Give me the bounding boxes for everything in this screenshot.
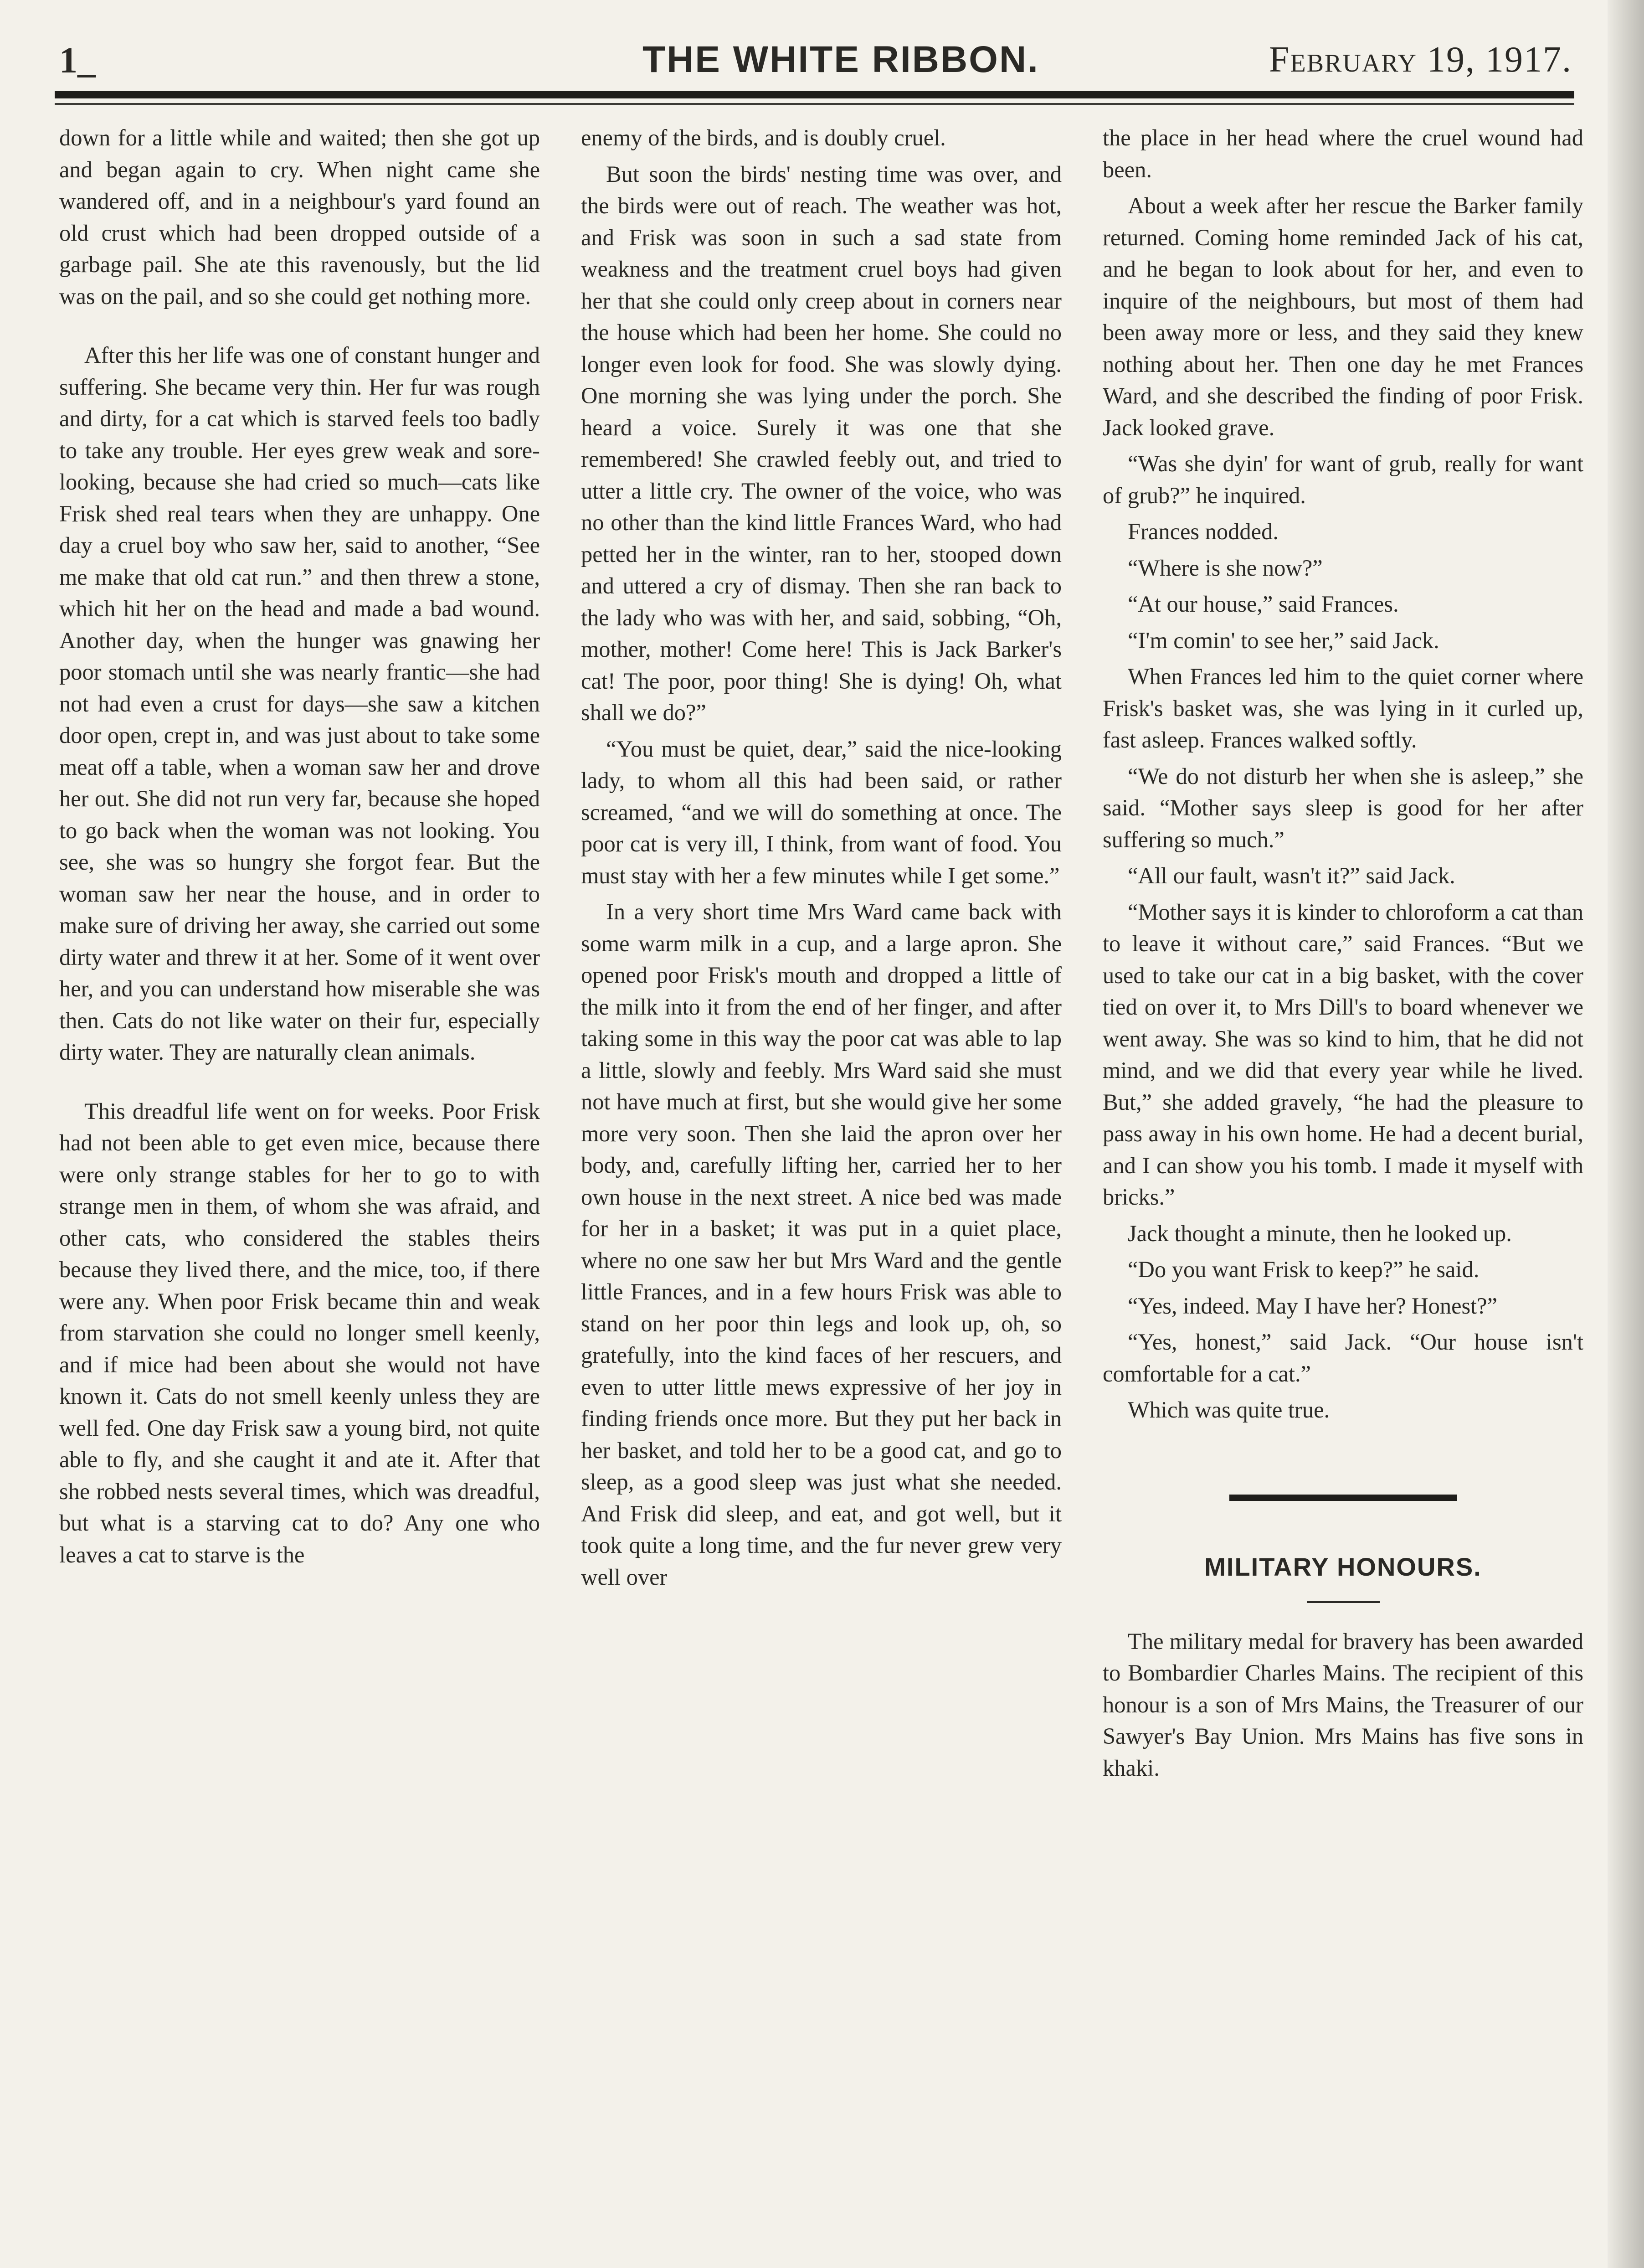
- header-rule: [55, 91, 1574, 98]
- column-3: [1103, 122, 1583, 1784]
- paragraph: “Mother says it is kinder to chloroform a cat than to leave it without care,” said Frances. “But we used to take our cat in a big basket, with the cover tied on over it, to Mrs Dill's to board whenever we went away. She was so kind to him, that he did not mind, and we did that every year while he lived. But,” she added gravely, “he had the pleasure to pass away in his own home. He had a decent burial, and I can show you his tomb. I made it myself with bricks.”: [1103, 899, 1583, 1210]
- paragraph: enemy of the birds, and is doubly cruel.: [581, 125, 946, 150]
- paragraph: Which was quite true.: [1128, 1397, 1330, 1423]
- paragraph: “Where is she now?”: [1128, 555, 1323, 581]
- paragraph: “Yes, indeed. May I have her? Honest?”: [1128, 1293, 1498, 1319]
- paragraph: Jack thought a minute, then he looked up.: [1128, 1220, 1512, 1246]
- page-edge-shadow: [1608, 0, 1644, 2268]
- paragraph: “Yes, honest,” said Jack. “Our house isn't comfortable for a cat.”: [1103, 1329, 1583, 1387]
- issue-date: February 19, 1917.: [1269, 40, 1572, 80]
- header-rule-thin: [55, 103, 1574, 105]
- paragraph: “At our house,” said Frances.: [1128, 591, 1399, 617]
- paragraph: This dreadful life went on for weeks. Poor Frisk had not been able to get even mice, because there were only strange stables for her to go to with strange men in them, of whom she was afraid, and other cats, who considered the stables theirs because they lived there, and the mice, too, if there were any. When poor Frisk became thin and weak from starvation she could no longer smell keenly, and if mice had been about she would not have known it. Cats do not smell keenly unless they are well fed. One day Frisk saw a young bird, not quite able to fly, and she caught it and ate it. After that she robbed nests several times, which was dreadful, but what is a starving cat to do? Any one who leaves a cat to starve is the: [59, 1098, 540, 1567]
- paragraph: Frances nodded.: [1128, 519, 1279, 544]
- paragraph: “All our fault, wasn't it?” said Jack.: [1128, 863, 1455, 888]
- column-2: [581, 122, 1062, 1593]
- paragraph: But soon the birds' nesting time was over, and the birds were out of reach. The weather was hot, and Frisk was soon in such a sad state from weakness and the treatment cruel boys had given her that she could only creep about in corners near the house which had been her home. She could no longer even look for food. She was slowly dying. One morning she was lying under the porch. She heard a voice. Surely it was one that she remembered! She crawled feebly out, and tried to utter a little cry. The owner of the voice, who was no other than the kind little Frances Ward, who had petted her in the winter, ran to her, stooped down and uttered a cry of dismay. Then she ran back to the lady who was with her, and said, sobbing, “Oh, mother, mother! Come here! This is Jack Barker's cat! The poor, poor thing! She is dying! Oh, what shall we do?”: [581, 161, 1062, 725]
- title-dash: [1307, 1601, 1380, 1603]
- paragraph: About a week after her rescue the Barker family returned. Coming home reminded Jack of his cat, and he began to look about for her, and even to inquire of the neighbours, but most of them had been away more or less, and they said they knew nothing about her. Then one day he met Frances Ward, and she described the finding of poor Frisk. Jack looked grave.: [1103, 193, 1583, 440]
- paragraph: “Do you want Frisk to keep?” he said.: [1128, 1257, 1480, 1282]
- column-1: [59, 122, 540, 1571]
- paragraph: After this her life was one of constant hunger and suffering. She became very thin. Her fur was rough and dirty, for a cat which is starved feels too badly to take any trouble. Her eyes grew weak and sore-looking, because she had cried so much—cats like Frisk shed real tears when they are unhappy. One day a cruel boy who saw her, said to another, “See me make that old cat run.” and then threw a stone, which hit her on the head and made a bad wound. Another day, when the hunger was gnawing her poor stomach until she was nearly frantic—she had not had even a crust for days—she saw a kitchen door open, crept in, and was just about to take some meat off a table, when a woman saw her and drove her out. She did not run very far, because she hoped to go back when the woman was not looking. You see, she was so hungry she forgot fear. But the woman saw her near the house, and in order to make sure of driving her away, she carried out some dirty water and threw it at her. Some of it went over her, and you can understand how miserable she was then. Cats do not like water on their fur, especially dirty water. They are naturally clean animals.: [59, 342, 540, 1065]
- paragraph: The military medal for bravery has been awarded to Bombardier Charles Mains. The recipient of this honour is a son of Mrs Mains, the Treasurer of our Sawyer's Bay Union. Mrs Mains has five sons in khaki.: [1103, 1628, 1583, 1781]
- paragraph: “We do not disturb her when she is asleep,” she said. “Mother says sleep is good for her after suffering so much.”: [1103, 763, 1583, 852]
- page-header: [59, 32, 1572, 87]
- section-title: MILITARY HONOURS.: [1204, 1552, 1482, 1581]
- paragraph: down for a little while and waited; then she got up and began again to cry. When night came she wandered off, and in a neighbour's yard found an old crust which had been dropped outside of a garbage pail. She ate this ravenously, but the lid was on the pail, and so she could get nothing more.: [59, 125, 540, 309]
- paragraph: “You must be quiet, dear,” said the nice-looking lady, to whom all this had been said, or rather screamed, “and we will do something at once. The poor cat is very ill, I think, from want of food. You must stay with her a few minutes while I get some.”: [581, 736, 1062, 888]
- paragraph: When Frances led him to the quiet corner where Frisk's basket was, she was lying in it curled up, fast asleep. Frances walked softly.: [1103, 664, 1583, 753]
- paragraph: “I'm comin' to see her,” said Jack.: [1128, 627, 1439, 653]
- section-divider: [1229, 1495, 1457, 1501]
- paragraph: “Was she dyin' for want of grub, really for want of grub?” he inquired.: [1103, 451, 1583, 508]
- page-number: 1_: [59, 41, 96, 81]
- masthead-title: THE WHITE RIBBON.: [642, 39, 1039, 80]
- paragraph: the place in her head where the cruel wound had been.: [1103, 125, 1583, 182]
- paragraph: In a very short time Mrs Ward came back with some warm milk in a cup, and a large apron. She opened poor Frisk's mouth and dropped a little of the milk into it from the end of her finger, and after taking some in this way the poor cat was able to lap a little, slowly and feebly. Mrs Ward said she must not have much at first, but she would give her some more very soon. Then she laid the apron over her body, and, carefully lifting her, carried her to her own house in the next street. A nice bed was made for her in a basket; it was put in a quiet place, where no one saw her but Mrs Ward and the gentle little Frances, and in a few hours Frisk was able to stand on her poor thin legs and look up, oh, so gratefully, into the kind faces of her rescuers, and even to utter little mews expressive of her joy in finding friends once more. But they put her back in her basket, and told her to be a good cat, and go to sleep, as a good sleep was just what she needed. And Frisk did sleep, and eat, and got well, but it took quite a long time, and the fur never grew very well over: [581, 899, 1062, 1590]
